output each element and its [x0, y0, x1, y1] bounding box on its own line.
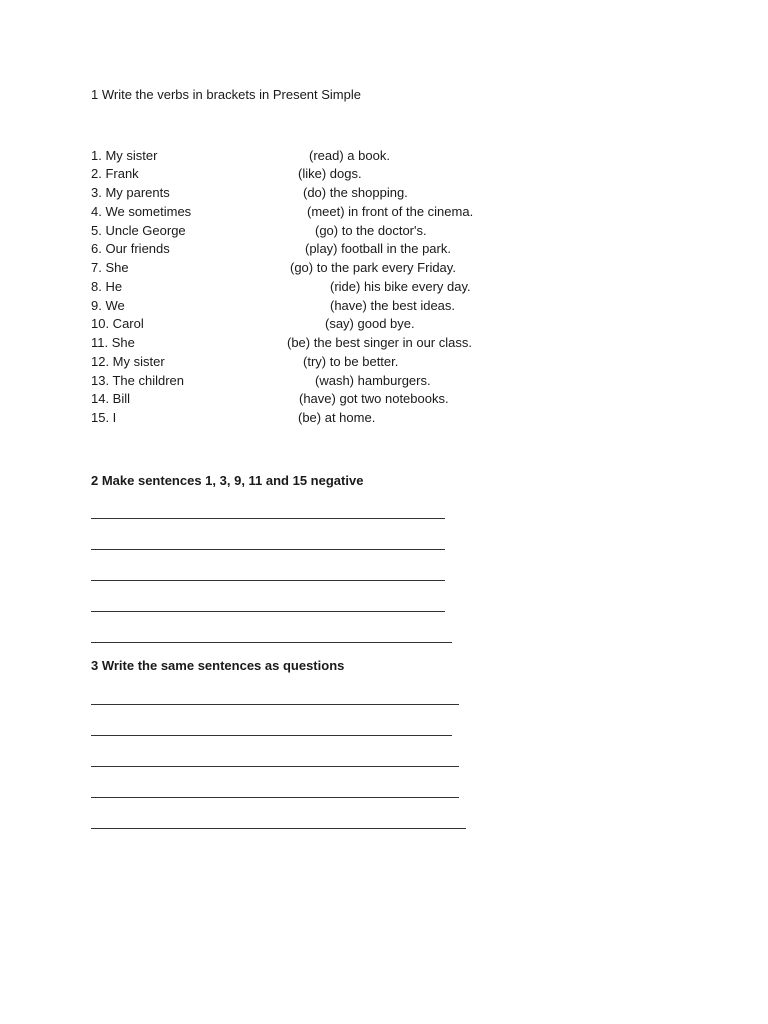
item-predicate: (ride) his bike every day. — [330, 279, 471, 294]
item-subject: 3. My parents — [91, 185, 170, 200]
item-predicate: (go) to the park every Friday. — [290, 260, 456, 275]
exercise-item — [0, 223, 768, 241]
item-predicate: (do) the shopping. — [303, 185, 408, 200]
answer-line[interactable] — [91, 797, 459, 798]
item-subject: 8. He — [91, 279, 123, 294]
answer-line[interactable] — [91, 518, 445, 519]
exercise-item — [0, 185, 768, 203]
answer-line[interactable] — [91, 580, 445, 581]
item-subject: 14. Bill — [91, 391, 131, 406]
exercise-item — [0, 298, 768, 316]
answer-line[interactable] — [91, 704, 459, 705]
item-subject: 4. We sometimes — [91, 204, 192, 219]
answer-line[interactable] — [91, 611, 445, 612]
item-predicate: (go) to the doctor's. — [315, 223, 427, 238]
answer-line[interactable] — [91, 735, 452, 736]
answer-line[interactable] — [91, 766, 459, 767]
item-subject: 1. My sister — [91, 148, 158, 163]
exercise-item — [0, 410, 768, 428]
exercise-item — [0, 148, 768, 166]
item-predicate: (be) at home. — [298, 410, 376, 425]
exercise-item — [0, 335, 768, 353]
item-subject: 5. Uncle George — [91, 223, 186, 238]
item-predicate: (read) a book. — [309, 148, 390, 163]
exercise-item — [0, 166, 768, 184]
item-subject: 15. I — [91, 410, 117, 425]
item-predicate: (have) the best ideas. — [330, 298, 456, 313]
item-predicate: (have) got two notebooks. — [299, 391, 449, 406]
item-predicate: (meet) in front of the cinema. — [307, 204, 474, 219]
exercise-item — [0, 260, 768, 278]
exercise-item — [0, 279, 768, 297]
item-predicate: (say) good bye. — [325, 316, 415, 331]
answer-line[interactable] — [91, 828, 466, 829]
item-subject: 2. Frank — [91, 166, 139, 181]
exercise-item — [0, 316, 768, 334]
answer-line[interactable] — [91, 642, 452, 643]
item-subject: 6. Our friends — [91, 241, 170, 256]
exercise-item — [0, 391, 768, 409]
item-predicate: (play) football in the park. — [305, 241, 451, 256]
item-predicate: (like) dogs. — [298, 166, 362, 181]
answer-line[interactable] — [91, 549, 445, 550]
item-subject: 7. She — [91, 260, 129, 275]
exercise-item — [0, 373, 768, 391]
exercise-item — [0, 204, 768, 222]
exercise-item — [0, 241, 768, 259]
item-predicate: (wash) hamburgers. — [315, 373, 431, 388]
item-subject: 10. Carol — [91, 316, 144, 331]
item-predicate: (try) to be better. — [303, 354, 399, 369]
item-subject: 12. My sister — [91, 354, 165, 369]
section-3-heading: 3 Write the same sentences as questions — [91, 658, 345, 673]
item-subject: 11. She — [91, 335, 135, 350]
section-1-heading: 1 Write the verbs in brackets in Present Simple — [91, 87, 361, 102]
item-subject: 9. We — [91, 298, 125, 313]
section-2-heading: 2 Make sentences 1, 3, 9, 11 and 15 negative — [91, 473, 364, 488]
item-predicate: (be) the best singer in our class. — [287, 335, 472, 350]
exercise-item — [0, 354, 768, 372]
item-subject: 13. The children — [91, 373, 184, 388]
